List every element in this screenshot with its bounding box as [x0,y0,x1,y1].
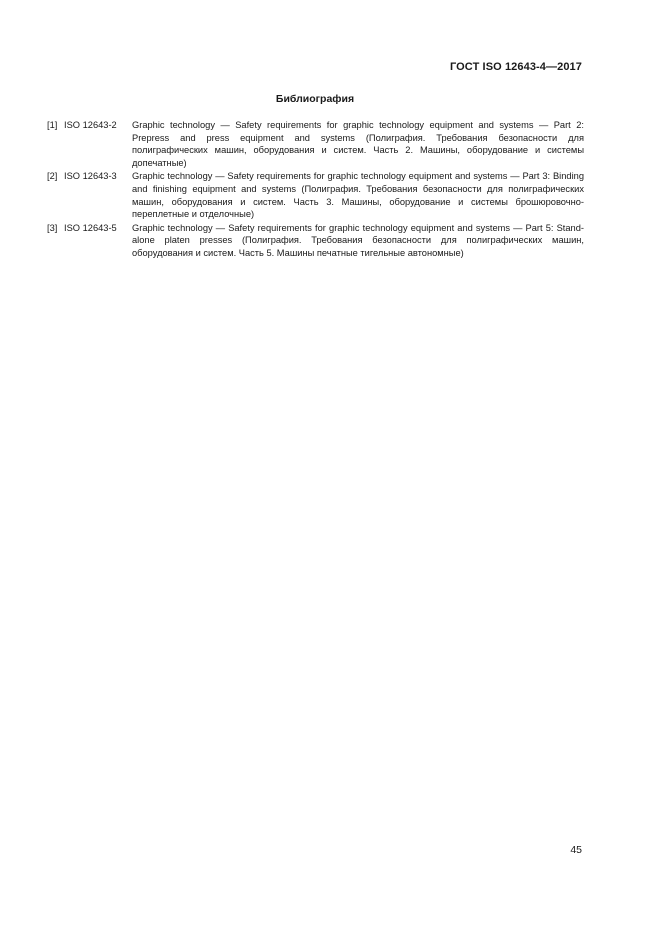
entry-text: Graphic technology — Safety requirements for graphic technology equipment and systems — Part 3: Binding and finishing equipment and systems (Полиграфия. Требования безопасности для полиграфических машин, оборудования и систем. Часть 3. Машины, оборудование и системы брошюровочно-переплетные и отделочные) [132,171,584,220]
entry-text: Graphic technology — Safety requirements for graphic technology equipment and systems — Part 2: Prepress and press equipment and systems (Полиграфия. Требования безопасности для полиграфических машин, оборудования и систем. Часть 2. Машины, оборудование и системы допечатные) [132,120,584,168]
bibliography-entry [47,222,584,260]
entry-number: [2] [47,171,58,182]
bibliography-entry [47,119,584,169]
page-number: 45 [570,844,582,856]
bibliography-entry [47,170,584,220]
entry-number: [1] [47,120,58,130]
entry-code: ISO 12643-3 [64,171,117,182]
page-title: Библиография [275,93,355,105]
bibliography-list [47,119,584,261]
entry-text: Graphic technology — Safety requirements for graphic technology equipment and systems — Part 5: Stand-alone platen presses (Полиграфия. Требования безопасности для полиграфических машин, оборудования и систем. Часть 5. Машины печатные тигельные автономные) [132,222,584,258]
entry-code: ISO 12643-2 [64,120,117,130]
document-header: ГОСТ ISO 12643-4—2017 [449,61,582,73]
entry-code: ISO 12643-5 [64,222,117,233]
entry-number: [3] [47,222,58,233]
